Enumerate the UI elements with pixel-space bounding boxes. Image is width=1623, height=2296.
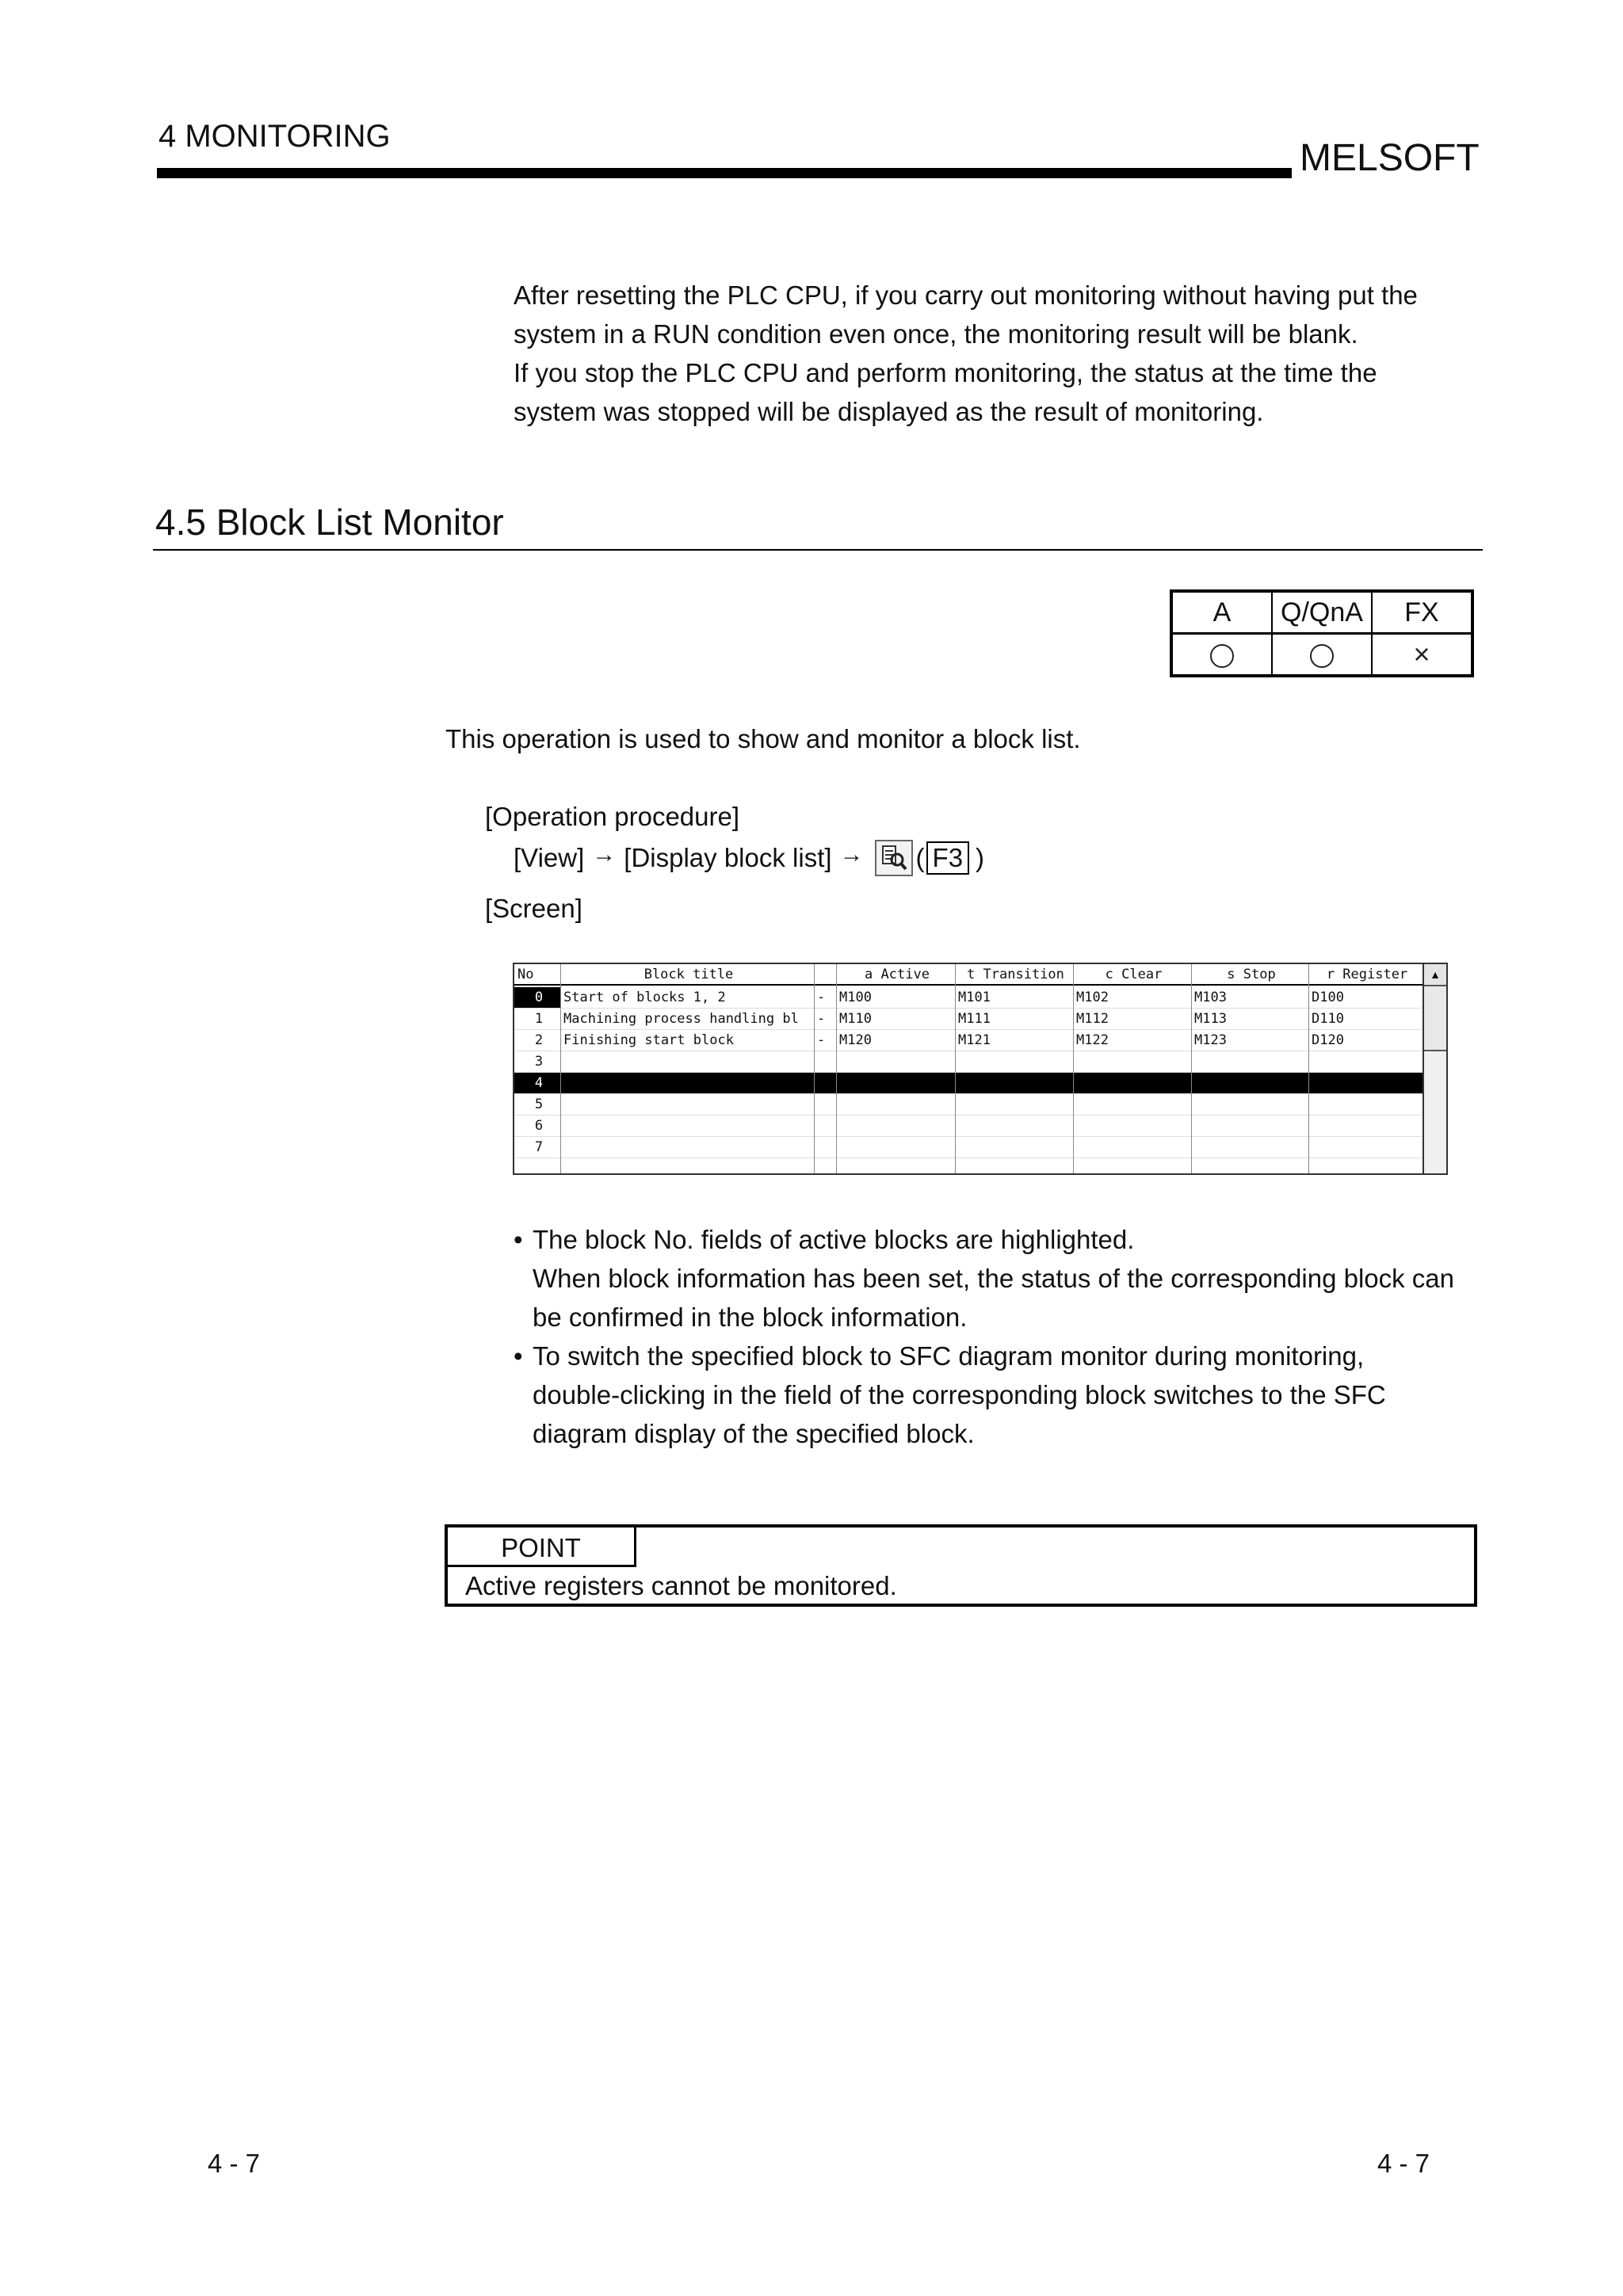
grid-row[interactable]: [514, 1009, 1423, 1030]
grid-cell[interactable]: M102: [1076, 990, 1109, 1005]
bullet-item: [514, 1337, 1488, 1453]
grid-column-header[interactable]: [814, 964, 836, 986]
grid-column-header[interactable]: c Clear: [1105, 967, 1163, 982]
grid-cell[interactable]: [814, 1073, 836, 1094]
grid-column-header[interactable]: r Register: [1326, 967, 1408, 982]
compat-value-a: [1171, 634, 1272, 677]
grid-cell[interactable]: D120: [1312, 1032, 1344, 1048]
compat-header-fx: FX: [1372, 591, 1472, 634]
screen-label: [Screen]: [485, 894, 582, 923]
grid-row[interactable]: [514, 1073, 1423, 1094]
grid-cell[interactable]: M113: [1194, 1011, 1227, 1027]
grid-cell[interactable]: [814, 1051, 836, 1073]
grid-cell[interactable]: [560, 1116, 814, 1137]
compat-value-qnqa: [1272, 634, 1372, 677]
grid-cell[interactable]: [1191, 1051, 1308, 1073]
grid-cell[interactable]: Start of blocks 1, 2: [563, 990, 726, 1005]
grid-row[interactable]: [514, 1051, 1423, 1073]
grid-column-divider: [1191, 964, 1192, 1173]
key-f3: F3: [926, 841, 970, 875]
grid-cell[interactable]: [836, 1137, 955, 1158]
page-number-left: 4 - 7: [208, 2149, 261, 2178]
grid-cell[interactable]: [1073, 1116, 1191, 1137]
grid-cell[interactable]: [836, 1051, 955, 1073]
section-title: 4.5 Block List Monitor: [155, 502, 504, 543]
grid-cell[interactable]: Finishing start block: [563, 1032, 734, 1048]
grid-column-divider: [955, 964, 956, 1173]
grid-cell[interactable]: [836, 1116, 955, 1137]
grid-cell[interactable]: M111: [958, 1011, 991, 1027]
bullet-mark: •: [514, 1225, 523, 1254]
grid-cell[interactable]: [814, 1116, 836, 1137]
grid-cell[interactable]: [560, 1094, 814, 1116]
point-box: [445, 1524, 1477, 1607]
grid-cell[interactable]: M103: [1194, 990, 1227, 1005]
grid-cell[interactable]: -: [817, 1011, 826, 1027]
intro-line: system was stopped will be displayed as the result of monitoring.: [514, 397, 1264, 426]
intro-line: If you stop the PLC CPU and perform monitoring, the status at the time the: [514, 358, 1377, 387]
intro-line: After resetting the PLC CPU, if you carry out monitoring without having put the: [514, 280, 1418, 310]
bullet-line: The block No. fields of active blocks are highlighted.: [533, 1225, 1135, 1254]
lead-sentence: This operation is used to show and monitor a block list.: [445, 724, 1081, 753]
scroll-thumb[interactable]: [1424, 986, 1446, 1051]
arrow-right-icon: →: [839, 841, 864, 868]
grid-cell[interactable]: M101: [958, 990, 991, 1005]
bullet-line: diagram display of the specified block.: [533, 1419, 975, 1448]
grid-column-header[interactable]: t Transition: [967, 967, 1064, 982]
grid-cell[interactable]: [560, 1073, 814, 1094]
grid-row[interactable]: [514, 987, 1423, 1009]
grid-cell[interactable]: [1308, 1116, 1423, 1137]
grid-row-number[interactable]: 7: [534, 1139, 544, 1155]
operation-procedure-heading: [Operation procedure]: [485, 802, 740, 831]
grid-cell[interactable]: [955, 1137, 1073, 1158]
grid-row-number[interactable]: 3: [534, 1054, 544, 1070]
point-text: Active registers cannot be monitored.: [465, 1571, 897, 1600]
grid-column-divider: [560, 964, 561, 1173]
key-open-paren: (: [915, 843, 925, 872]
bullet-line: be confirmed in the block information.: [533, 1302, 968, 1332]
grid-cell[interactable]: M120: [839, 1032, 872, 1048]
grid-column-header[interactable]: s Stop: [1227, 967, 1276, 982]
grid-cell[interactable]: D110: [1312, 1011, 1344, 1027]
bullet-item: [514, 1220, 1488, 1337]
grid-cell[interactable]: M123: [1194, 1032, 1227, 1048]
bullet-line: To switch the specified block to SFC diagram monitor during monitoring,: [533, 1341, 1365, 1371]
grid-row[interactable]: [514, 1094, 1423, 1116]
grid-cell[interactable]: [1308, 1137, 1423, 1158]
grid-cell[interactable]: [955, 1073, 1073, 1094]
grid-cell[interactable]: [1191, 1073, 1308, 1094]
grid-cell[interactable]: [1308, 1073, 1423, 1094]
grid-cell[interactable]: M110: [839, 1011, 872, 1027]
brand-logo-text: MELSOFT: [1300, 137, 1480, 179]
bullet-mark: •: [514, 1341, 523, 1371]
grid-cell[interactable]: [836, 1073, 955, 1094]
grid-row-number[interactable]: 2: [534, 1032, 544, 1048]
grid-cell[interactable]: [814, 1137, 836, 1158]
grid-cell[interactable]: [1191, 1116, 1308, 1137]
grid-cell[interactable]: M112: [1076, 1011, 1109, 1027]
grid-cell[interactable]: [814, 1094, 836, 1116]
bullet-list: [514, 1220, 1488, 1453]
grid-row-number[interactable]: 5: [534, 1097, 544, 1112]
block-list-window: [513, 963, 1448, 1175]
grid-cell[interactable]: [1073, 1051, 1191, 1073]
compat-value-fx: [1372, 634, 1472, 677]
grid-row[interactable]: [514, 1137, 1423, 1158]
grid-cell[interactable]: [1073, 1073, 1191, 1094]
menu-display-block-list: [Display block list]: [624, 843, 832, 872]
grid-row-number[interactable]: 4: [534, 1075, 544, 1091]
compat-header-a: A: [1171, 591, 1272, 634]
section-rule: [153, 549, 1483, 551]
grid-cell[interactable]: [1191, 1137, 1308, 1158]
page-number-right: 4 - 7: [1377, 2149, 1430, 2178]
grid-row-number[interactable]: 0: [514, 987, 560, 1009]
grid-row-number[interactable]: 6: [534, 1118, 544, 1134]
grid-cell[interactable]: [955, 1094, 1073, 1116]
grid-cell[interactable]: [1073, 1137, 1191, 1158]
grid-column-divider: [836, 964, 837, 1173]
grid-cell[interactable]: -: [817, 1032, 826, 1048]
chapter-header: 4 MONITORING: [158, 119, 391, 154]
grid-cell[interactable]: [560, 1051, 814, 1073]
point-label: POINT: [448, 1527, 636, 1567]
grid-header-row: [514, 964, 1423, 986]
grid-cell[interactable]: Machining process handling bl: [563, 1011, 799, 1027]
compatibility-table: [1170, 589, 1474, 677]
intro-line: system in a RUN condition even once, the monitoring result will be blank.: [514, 319, 1358, 349]
grid-cell[interactable]: M121: [958, 1032, 991, 1048]
grid-cell[interactable]: [836, 1094, 955, 1116]
grid-cell[interactable]: M122: [1076, 1032, 1109, 1048]
block-list-monitor-icon: [875, 840, 913, 876]
cross-icon: ×: [1413, 638, 1430, 670]
menu-view: [View]: [514, 843, 585, 872]
grid-cell[interactable]: [955, 1116, 1073, 1137]
scroll-up-icon[interactable]: ▲: [1424, 964, 1446, 986]
grid-row[interactable]: [514, 1116, 1423, 1137]
grid-column-divider: [1308, 964, 1309, 1173]
grid-cell[interactable]: [1308, 1094, 1423, 1116]
compat-header-qnqa: Q/QnA: [1272, 591, 1372, 634]
grid-column-divider: [1073, 964, 1074, 1173]
circle-icon: [1210, 644, 1234, 668]
bullet-line: double-clicking in the field of the corresponding block switches to the SFC: [533, 1380, 1386, 1409]
grid-row-number[interactable]: 1: [534, 1011, 544, 1027]
vertical-scrollbar[interactable]: [1423, 964, 1446, 1173]
bullet-line: When block information has been set, the status of the corresponding block can: [533, 1264, 1455, 1293]
grid-cell[interactable]: M100: [839, 990, 872, 1005]
grid-cell[interactable]: [1308, 1051, 1423, 1073]
grid-cell[interactable]: [560, 1137, 814, 1158]
grid-cell[interactable]: D100: [1312, 990, 1344, 1005]
grid-cell[interactable]: [1191, 1094, 1308, 1116]
arrow-right-icon: →: [592, 841, 617, 868]
circle-icon: [1310, 644, 1334, 668]
grid-column-header[interactable]: a Active: [865, 967, 930, 982]
intro-paragraph: [514, 276, 1504, 431]
header-rule: [157, 168, 1292, 178]
grid-row[interactable]: [514, 1030, 1423, 1051]
grid-column-header[interactable]: No: [517, 967, 534, 982]
grid-column-divider: [814, 964, 815, 1173]
grid-column-header[interactable]: Block title: [643, 967, 734, 982]
operation-path: [514, 840, 984, 876]
grid-cell[interactable]: -: [817, 990, 826, 1005]
block-list-grid: [514, 964, 1423, 1173]
grid-cell[interactable]: [955, 1051, 1073, 1073]
grid-cell[interactable]: [1073, 1094, 1191, 1116]
key-close-paren: ): [976, 843, 985, 872]
